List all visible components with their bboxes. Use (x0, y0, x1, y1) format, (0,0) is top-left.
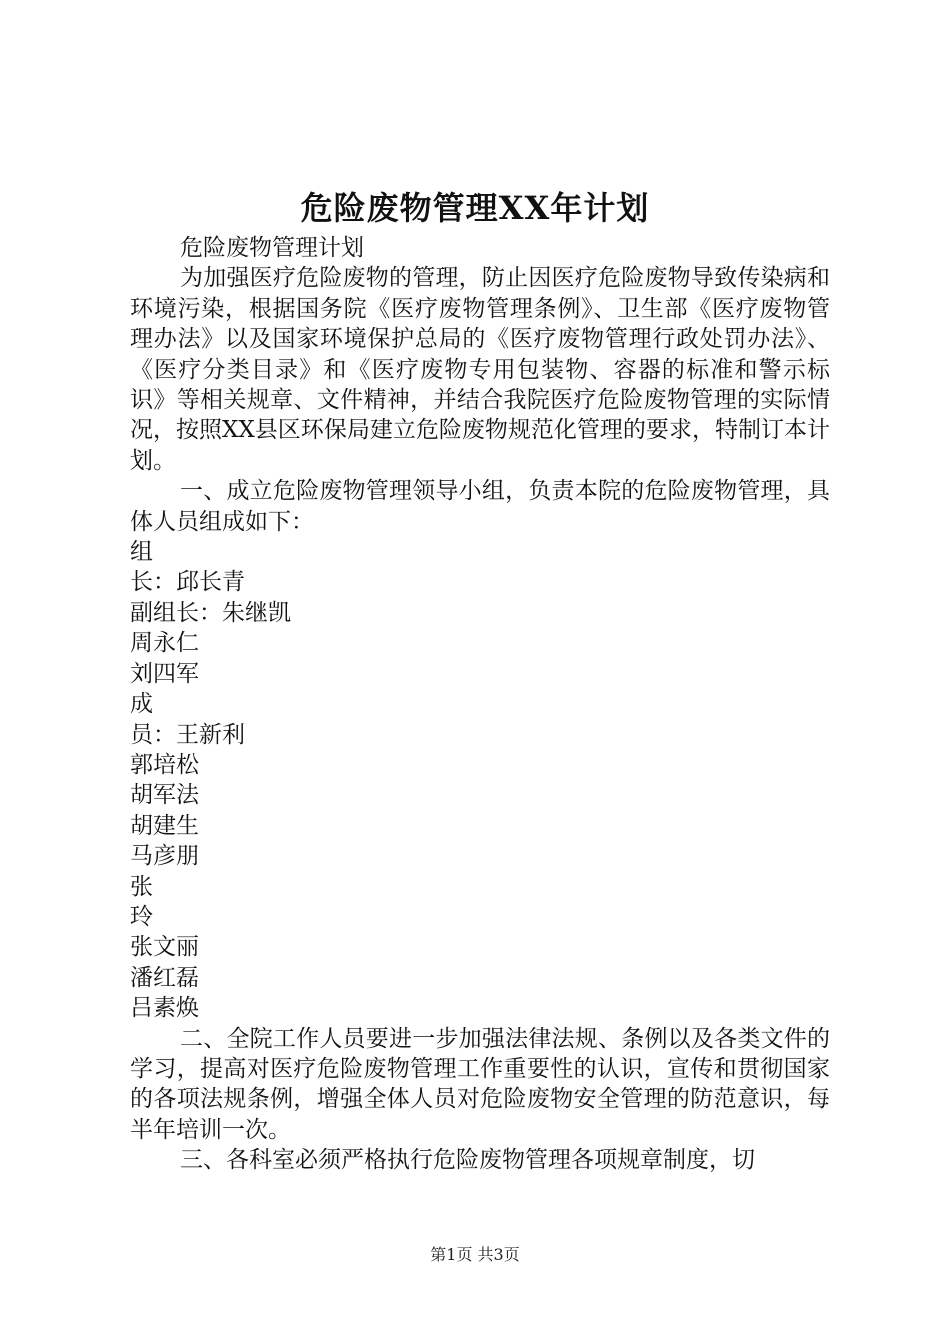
member-line: 胡建生 (130, 812, 199, 839)
member-line: 副组长：朱继凯 (130, 599, 291, 626)
member-line: 周永仁 (130, 630, 199, 657)
member-line: 玲 (130, 903, 153, 930)
member-line: 潘红磊 (130, 964, 199, 991)
member-line: 成 (130, 691, 153, 718)
member-line: 员：王新利 (130, 721, 245, 748)
member-list (130, 537, 830, 1024)
member-line: 刘四军 (130, 660, 199, 687)
member-line: 长：邱长青 (130, 569, 245, 596)
member-line: 马彦朋 (130, 843, 199, 870)
member-line: 张文丽 (130, 934, 199, 961)
paragraph-section-3: 三、各科室必须严格执行危险废物管理各项规章制度，切 (180, 1147, 755, 1174)
page-footer: 第1页 共3页 (430, 1245, 520, 1264)
member-line: 郭培松 (130, 751, 199, 778)
member-line: 组 (130, 539, 153, 566)
paragraph-section-1: 一、成立危险废物管理领导小组，负责本院的危险废物管理，具体人员组成如下： (130, 478, 830, 535)
document-title: 危险废物管理XX年计划 (300, 189, 650, 227)
member-line: 吕素焕 (130, 995, 199, 1022)
document-body (130, 233, 830, 1176)
member-line: 张 (130, 873, 153, 900)
subtitle: 危险废物管理计划 (180, 235, 364, 261)
member-line: 胡军法 (130, 782, 199, 809)
paragraph-intro: 为加强医疗危险废物的管理，防止因医疗危险废物导致传染病和环境污染，根据国务院《医疗废物管理条例》、卫生部《医疗废物管理办法》以及国家环境保护总局的《医疗废物管理行政处罚办法》、《医疗分类目录》和《医疗废物专用包装物、容器的标准和警示标识》等相关规章、文件精神，并结合我院医疗危险废物管理的实际情况，按照XX县区环保局建立危险废物规范化管理的要求，特制订本计划。 (130, 265, 830, 474)
paragraph-section-2: 二、全院工作人员要进一步加强法律法规、条例以及各类文件的学习，提高对医疗危险废物管理工作重要性的认识，宣传和贯彻国家的各项法规条例，增强全体人员对危险废物安全管理的防范意识，每半年培训一次。 (130, 1025, 830, 1143)
